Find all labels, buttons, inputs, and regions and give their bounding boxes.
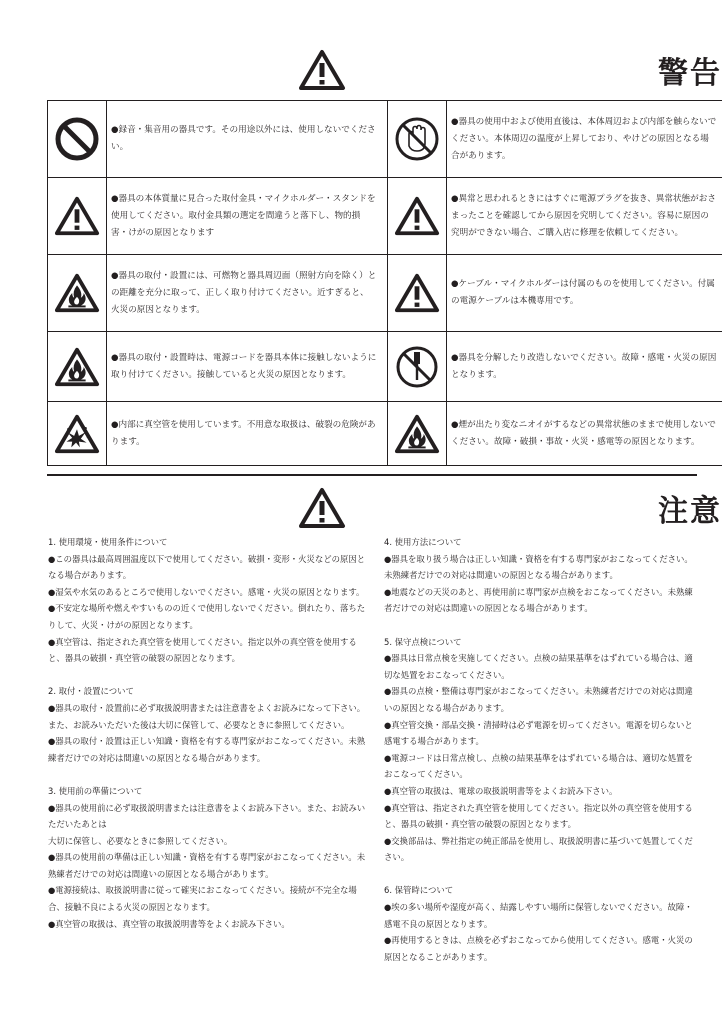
caution-section (384, 882, 700, 965)
fire-warning-icon (48, 332, 107, 402)
caution-item: ●器具の点検・整備は専門家がおこなってください。未熟練者だけでの対応は間違いの原因となる場合があります。 (384, 686, 693, 713)
no-disassembly-icon (388, 332, 447, 402)
caution-item: ●再使用するときは、点検を必ずおこなってから使用してください。感電・火災の原因となることがあります。 (384, 935, 693, 962)
warning-heading (0, 48, 722, 92)
caution-item: ●真空管の取扱は、電球の取扱説明書等をよくお読み下さい。 (384, 785, 618, 796)
warning-text: ●器具を分解したり改造しないでください。故障・感電・火災の原因となります。 (447, 332, 722, 402)
fire-warning-icon (388, 402, 447, 466)
caution-item: ●器具を取り扱う場合は正しい知識・資格を有する専門家がおこなってください。未熟練者だけでの対応は間違いの原因となる場合があります。 (384, 553, 693, 581)
warning-text: ●異常と思われるときにはすぐに電源プラグを抜き、異常状態がおさまったことを確認してから原因を究明してください。容易に原因の究明ができない場合、ご購入店に修理を依頼してください。 (447, 178, 722, 255)
explosion-warning-icon (48, 402, 107, 466)
warning-text: ●録音・集音用の器具です。その用途以外には、使用しないでください。 (107, 101, 388, 178)
warning-text: ●器具の本体質量に見合った取付金具・マイクホルダー・スタンドを使用してください。取付金具類の選定を間違うと落下し、物的損害・けがの原因となります (107, 178, 388, 255)
caution-item: ●地震などの天災のあと、再使用前に専門家が点検をおこなってください。未熟練者だけでの対応は間違いの原因となる場合があります。 (384, 586, 693, 614)
caution-item: ●器具の使用前に必ず取扱説明書または注意書をよくお読み下さい。また、お読みいただいたあとは (48, 802, 366, 830)
caution-triangle-icon (388, 255, 447, 332)
warning-row (48, 402, 722, 466)
caution-triangle-icon (298, 487, 346, 529)
caution-section (48, 683, 366, 766)
warning-text: ●ケーブル・マイクホルダーは付属のものを使用してください。付属の電源ケーブルは本機専用です。 (447, 255, 722, 332)
caution-item: ●真空管の取扱は、真空管の取扱説明書等をよくお読み下さい。 (48, 918, 290, 929)
caution-item: ●器具の使用前の準備は正しい知識・資格を有する専門家がおこなってください。未熟練者だけでの対応は間違いの原因となる場合があります。 (48, 852, 366, 879)
caution-item: ●器具の取付・設置前に必ず取扱説明書または注意書をよくお読みになって下さい。また、お読みいただいた後は大切に保管して、必要なときに参照してください。 (48, 702, 366, 730)
caution-item: 大切に保管し、必要なときに参照してください。 (48, 835, 233, 846)
section-divider (47, 474, 697, 476)
prohibition-icon (48, 101, 107, 178)
caution-section-title: 2. 取付・設置について (48, 686, 134, 697)
caution-item: ●湿気や水気のあるところで使用しないでください。感電・火災の原因となります。 (48, 586, 365, 597)
caution-section-title: 5. 保守点検について (384, 636, 462, 647)
caution-triangle-icon (48, 178, 107, 255)
caution-left-column (48, 534, 366, 949)
caution-item: ●埃の多い場所や湿度が高く、結露しやすい場所に保管しないでください。故障・感電不良の原因となります。 (384, 902, 693, 929)
caution-item: ●器具の取付・設置は正しい知識・資格を有する専門家がおこなってください。未熟練者だけでの対応は間違いの原因となる場合があります。 (48, 736, 366, 763)
caution-section-title: 1. 使用環境・使用条件について (48, 537, 168, 547)
caution-section (48, 783, 366, 932)
warning-title: 警告 (658, 56, 722, 91)
warning-text: ●器具の取付・設置時は、電源コードを器具本体に接触しないように取り付けてください。接触していると火災の原因となります。 (107, 332, 388, 402)
caution-section (48, 534, 366, 667)
caution-item: ●器具は日常点検を実施してください。点検の結果基準をはずれている場合は、適切な処置をおこなってください。 (384, 653, 693, 680)
warning-row (48, 101, 722, 178)
warning-text: ●器具の取付・設置には、可燃物と器具周辺面（照射方向を除く）との距離を充分に取って、正しく取り付けてください。近すぎると、火災の原因となります。 (107, 255, 388, 332)
warning-text: ●内部に真空管を使用しています。不用意な取扱は、破裂の危険があります。 (107, 402, 388, 466)
fire-warning-icon (48, 255, 107, 332)
caution-item: ●電源コードは日常点検し、点検の結果基準をはずれている場合は、適切な処置をおこなってください。 (384, 752, 693, 780)
warning-text: ●煙が出たり変なニオイがするなどの異常状態のままで使用しないでください。故障・破損・事故・火災・感電等の原因となります。 (447, 402, 722, 466)
caution-item: ●真空管は、指定された真空管を使用してください。指定以外の真空管を使用すると、器具の破損・真空管の破裂の原因となります。 (48, 636, 357, 664)
caution-item: ●不安定な場所や燃えやすいものの近くで使用しないでください。倒れたり、落ちたりして、火災・けがの原因となります。 (48, 603, 366, 630)
caution-item: ●真空管交換・部品交換・清掃時は必ず電源を切ってください。電源を切らないと感電する場合があります。 (384, 719, 693, 747)
caution-item: ●交換部品は、弊社指定の純正部品を使用し、取扱説明書に基づいて処置してください。 (384, 835, 693, 863)
warning-row (48, 332, 722, 402)
warning-text: ●器具の使用中および使用直後は、本体周辺および内部を触らないでください。本体周辺の温度が上昇しており、やけどの原因となる場合があります。 (447, 101, 722, 178)
caution-item: ●この器具は最高周囲温度以下で使用してください。破損・変形・火災などの原因となる場合があります。 (48, 553, 366, 581)
no-touch-icon (388, 101, 447, 178)
caution-section-title: 4. 使用方法について (384, 537, 462, 547)
caution-item: ●電源接続は、取扱説明書に従って確実におこなってください。接続が不完全な場合、接触不良による火災の原因となります。 (48, 885, 357, 913)
caution-title: 注意 (658, 494, 722, 529)
warning-table (47, 100, 722, 466)
caution-section-title: 3. 使用前の準備について (48, 785, 143, 796)
caution-section (384, 534, 700, 617)
caution-right-column (384, 534, 700, 982)
warning-row (48, 178, 722, 255)
warning-row (48, 255, 722, 332)
caution-item: ●真空管は、指定された真空管を使用してください。指定以外の真空管を使用すると、器具の破損・真空管の破裂の原因となります。 (384, 802, 693, 830)
caution-section (384, 634, 700, 866)
caution-triangle-icon (298, 49, 346, 91)
caution-section-title: 6. 保管時について (384, 885, 454, 896)
caution-triangle-icon (388, 178, 447, 255)
caution-heading (0, 486, 722, 530)
